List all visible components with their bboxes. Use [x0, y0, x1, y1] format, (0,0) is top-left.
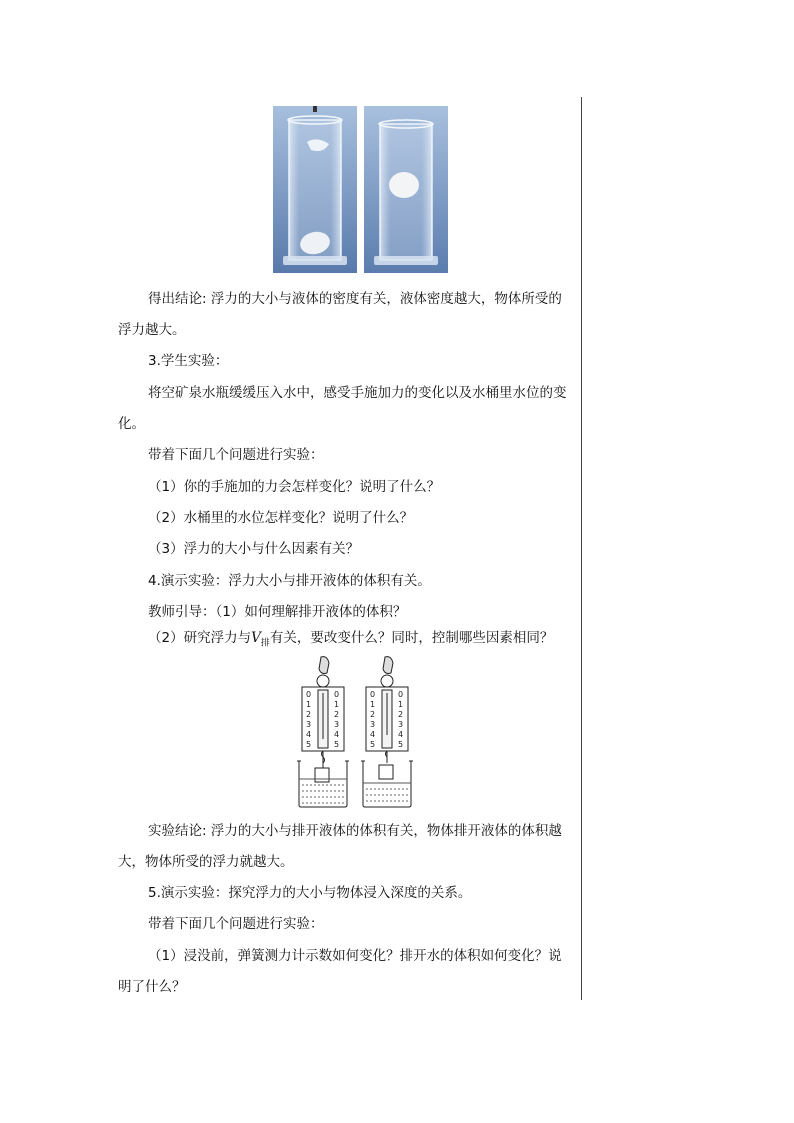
question-1: （1）你的手施加的力会怎样变化？说明了什么？: [148, 479, 441, 495]
scale-right-l5: 5: [370, 740, 376, 749]
symbol-subscript: 排: [260, 638, 270, 649]
scale-left-r2: 2: [334, 710, 340, 719]
question-5-1-line2: 明了什么？: [118, 979, 186, 995]
scale-right-r1: 1: [398, 700, 404, 709]
conclusion-density-line2: 浮力越大。: [118, 322, 186, 338]
scale-right-l2: 2: [370, 710, 376, 719]
bottle-experiment-line1: 将空矿泉水瓶缓缓压入水中，感受手施加力的变化以及水桶里水位的变: [148, 385, 567, 401]
question-3: （3）浮力的大小与什么因素有关？: [148, 541, 360, 557]
item4-title: 4.演示实验：浮力大小与排开液体的体积有关。: [148, 573, 431, 589]
scale-left-r1: 1: [334, 700, 340, 709]
question-5-1-line1: （1）浸没前，弹簧测力计示数如何变化？排开水的体积如何变化？说: [148, 948, 562, 964]
guide-q2-prefix: （2）研究浮力与: [148, 630, 252, 646]
photo-egg-float: [364, 106, 448, 273]
scale-right-l3: 3: [370, 720, 376, 729]
photo-egg-sink: [273, 106, 357, 273]
bottle-experiment-line2: 化。: [118, 416, 145, 432]
scale-left-l3: 3: [306, 720, 312, 729]
scale-right-l1: 1: [370, 700, 376, 709]
item3-title: 3.学生实验：: [148, 353, 229, 369]
scale-left-l0: 0: [306, 690, 312, 699]
scale-left-r3: 3: [334, 720, 340, 729]
conclusion-density-line1: 得出结论: 浮力的大小与液体的密度有关，液体密度越大，物体所受的: [148, 291, 562, 307]
guide-q2-suffix: 有关，要改变什么？同时，控制哪些因素相同？: [269, 630, 554, 646]
scale-left-r5: 5: [334, 740, 340, 749]
scale-left-r4: 4: [334, 730, 340, 739]
questions-intro-1: 带着下面几个问题进行实验：: [148, 447, 324, 463]
spring-scale-diagram: [295, 655, 525, 813]
scale-right-r4: 4: [398, 730, 404, 739]
teacher-guide: 教师引导：（1）如何理解排开液体的体积？: [148, 604, 407, 620]
question-2: （2）水桶里的水位怎样变化？说明了什么？: [148, 510, 414, 526]
conclusion-volume-line2: 大，物体所受的浮力就越大。: [118, 854, 294, 870]
questions-intro-2: 带着下面几个问题进行实验：: [148, 916, 324, 932]
scale-left-l2: 2: [306, 710, 312, 719]
conclusion-volume-line1: 实验结论: 浮力的大小与排开液体的体积有关，物体排开液体的体积越: [148, 823, 562, 839]
scale-right-l4: 4: [370, 730, 376, 739]
scale-left-l4: 4: [306, 730, 312, 739]
scale-left-l1: 1: [306, 700, 312, 709]
scale-right-l0: 0: [370, 690, 376, 699]
scale-right-r5: 5: [398, 740, 404, 749]
scale-right-r0: 0: [398, 690, 404, 699]
symbol-v: V: [251, 630, 261, 646]
item5-title: 5.演示实验：探究浮力的大小与物体浸入深度的关系。: [148, 885, 472, 901]
scale-right-r3: 3: [398, 720, 404, 729]
scale-right-r2: 2: [398, 710, 404, 719]
scale-left-l5: 5: [306, 740, 312, 749]
scale-left-r0: 0: [334, 690, 340, 699]
guide-question-2: [148, 628, 608, 654]
